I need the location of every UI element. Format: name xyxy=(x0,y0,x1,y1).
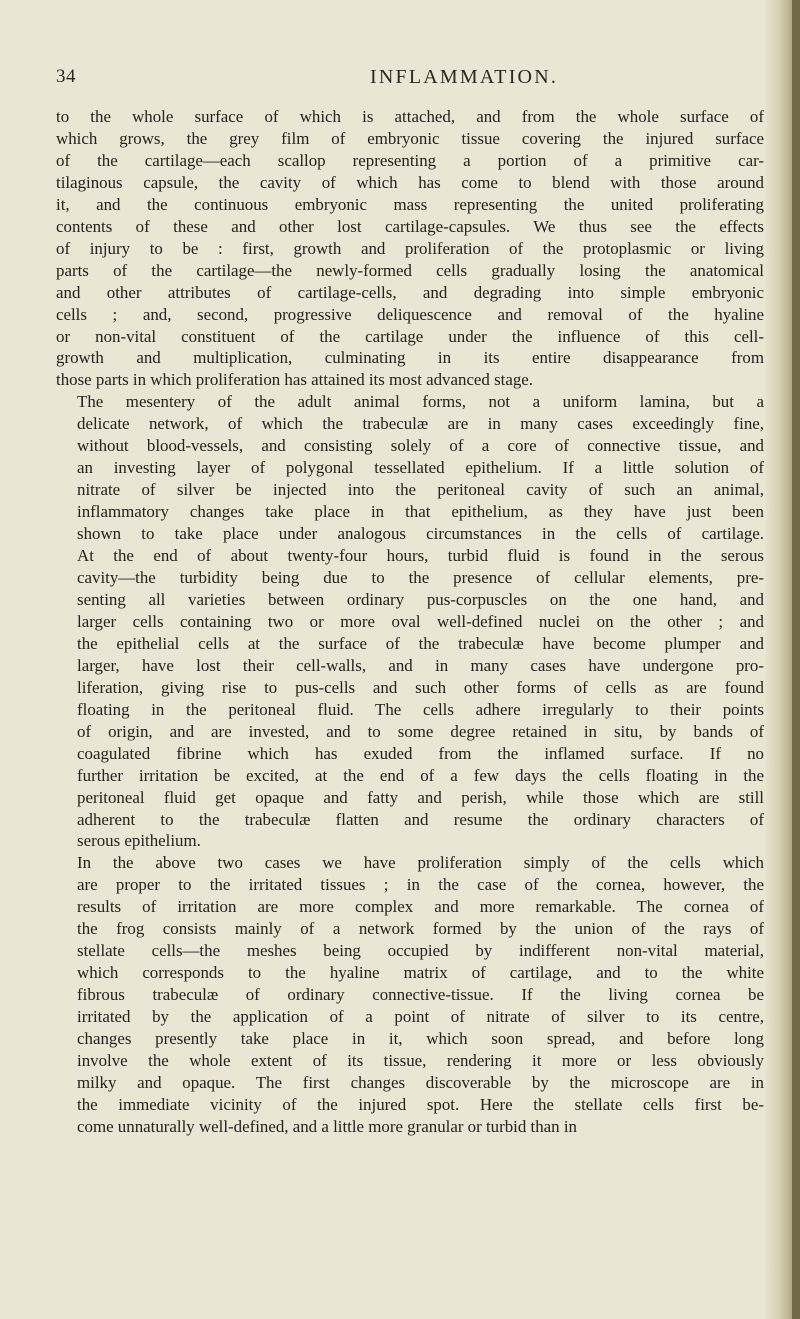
text-line: shown to take place under analogous circumstances in the cells of cartilage. xyxy=(77,524,764,544)
text-line: growth and multiplication, culminating in its entire disappearance from xyxy=(56,348,764,368)
text-line: an investing layer of polygonal tessellated epithelium. If a little solution of xyxy=(77,458,764,478)
text-line: nitrate of silver be injected into the peritoneal cavity of such an animal, xyxy=(77,480,764,500)
paragraph xyxy=(56,391,764,852)
text-line: changes presently take place in it, which soon spread, and before long xyxy=(77,1029,764,1049)
text-line: fibrous trabeculæ of ordinary connective-tissue. If the living cornea be xyxy=(77,985,764,1005)
text-line: contents of these and other lost cartilage-capsules. We thus see the effects xyxy=(56,216,764,236)
paragraph xyxy=(56,852,764,1137)
text-line: senting all varieties between ordinary pus-corpuscles on the one hand, and xyxy=(77,589,764,609)
text-line: involve the whole extent of its tissue, rendering it more or less obviously xyxy=(77,1050,764,1070)
text-line: the epithelial cells at the surface of the trabeculæ have become plumper and xyxy=(77,633,764,653)
paragraph xyxy=(56,106,764,391)
text-line: of the cartilage—each scallop representing a portion of a primitive car- xyxy=(56,150,764,170)
page-number: 34 xyxy=(56,66,76,87)
text-line: which grows, the grey film of embryonic tissue covering the injured surface xyxy=(56,128,764,148)
text-line: of injury to be : first, growth and proliferation of the protoplasmic or living xyxy=(56,238,764,258)
text-line: without blood-vessels, and consisting solely of a core of connective tissue, and xyxy=(77,436,764,456)
text-line: irritated by the application of a point of nitrate of silver to its centre, xyxy=(77,1007,764,1027)
text-line: the frog consists mainly of a network formed by the union of the rays of xyxy=(77,919,764,939)
text-line: cavity—the turbidity being due to the presence of cellular elements, pre- xyxy=(77,568,764,588)
text-line: At the end of about twenty-four hours, turbid fluid is found in the serous xyxy=(77,546,764,566)
text-line: results of irritation are more complex and more remarkable. The cornea of xyxy=(77,897,764,917)
text-line: larger cells containing two or more oval well-defined nuclei on the other ; and xyxy=(77,611,764,631)
text-line: peritoneal fluid get opaque and fatty and perish, while those which are still xyxy=(77,787,764,807)
text-line: come unnaturally well-defined, and a little more granular or turbid than in xyxy=(77,1116,577,1136)
text-line: delicate network, of which the trabeculæ are in many cases exceedingly fine, xyxy=(77,414,764,434)
text-line: larger, have lost their cell-walls, and in many cases have undergone pro- xyxy=(77,655,764,675)
text-line: of origin, and are invested, and to some degree retained in situ, by bands of xyxy=(77,721,764,741)
text-line: stellate cells—the meshes being occupied by indifferent non-vital material, xyxy=(77,941,764,961)
text-line: In the above two cases we have proliferation simply of the cells which xyxy=(77,853,764,873)
text-line: tilaginous capsule, the cavity of which has come to blend with those around xyxy=(56,172,764,192)
text-line: the immediate vicinity of the injured spot. Here the stellate cells first be- xyxy=(77,1094,764,1114)
text-line: milky and opaque. The first changes discoverable by the microscope are in xyxy=(77,1072,764,1092)
text-line: adherent to the trabeculæ flatten and resume the ordinary characters of xyxy=(77,809,764,829)
text-line: cells ; and, second, progressive deliquescence and removal of the hyaline xyxy=(56,304,764,324)
text-line: it, and the continuous embryonic mass representing the united proliferating xyxy=(56,194,764,214)
text-line: or non-vital constituent of the cartilage under the influence of this cell- xyxy=(56,326,764,346)
text-line: which corresponds to the hyaline matrix of cartilage, and to the white xyxy=(77,963,764,983)
running-head xyxy=(0,66,800,96)
text-line: coagulated fibrine which has exuded from the inflamed surface. If no xyxy=(77,743,764,763)
text-line: are proper to the irritated tissues ; in the case of the cornea, however, the xyxy=(77,875,764,895)
running-title: INFLAMMATION. xyxy=(370,66,559,88)
text-line: floating in the peritoneal fluid. The cells adhere irregularly to their points xyxy=(77,699,764,719)
text-line: inflammatory changes take place in that epithelium, as they have just been xyxy=(77,502,764,522)
body-text xyxy=(56,106,764,1138)
text-line: liferation, giving rise to pus-cells and such other forms of cells as are found xyxy=(77,677,764,697)
text-line: parts of the cartilage—the newly-formed cells gradually losing the anatomical xyxy=(56,260,764,280)
text-line: and other attributes of cartilage-cells, and degrading into simple embryonic xyxy=(56,282,764,302)
binding-edge xyxy=(792,0,800,1319)
text-line: further irritation be excited, at the end of a few days the cells floating in the xyxy=(77,765,764,785)
text-line: those parts in which proliferation has attained its most advanced stage. xyxy=(56,370,534,390)
text-line: to the whole surface of which is attached, and from the whole surface of xyxy=(56,107,764,126)
text-line: serous epithelium. xyxy=(77,831,201,851)
text-line: The mesentery of the adult animal forms, not a uniform lamina, but a xyxy=(77,392,764,412)
